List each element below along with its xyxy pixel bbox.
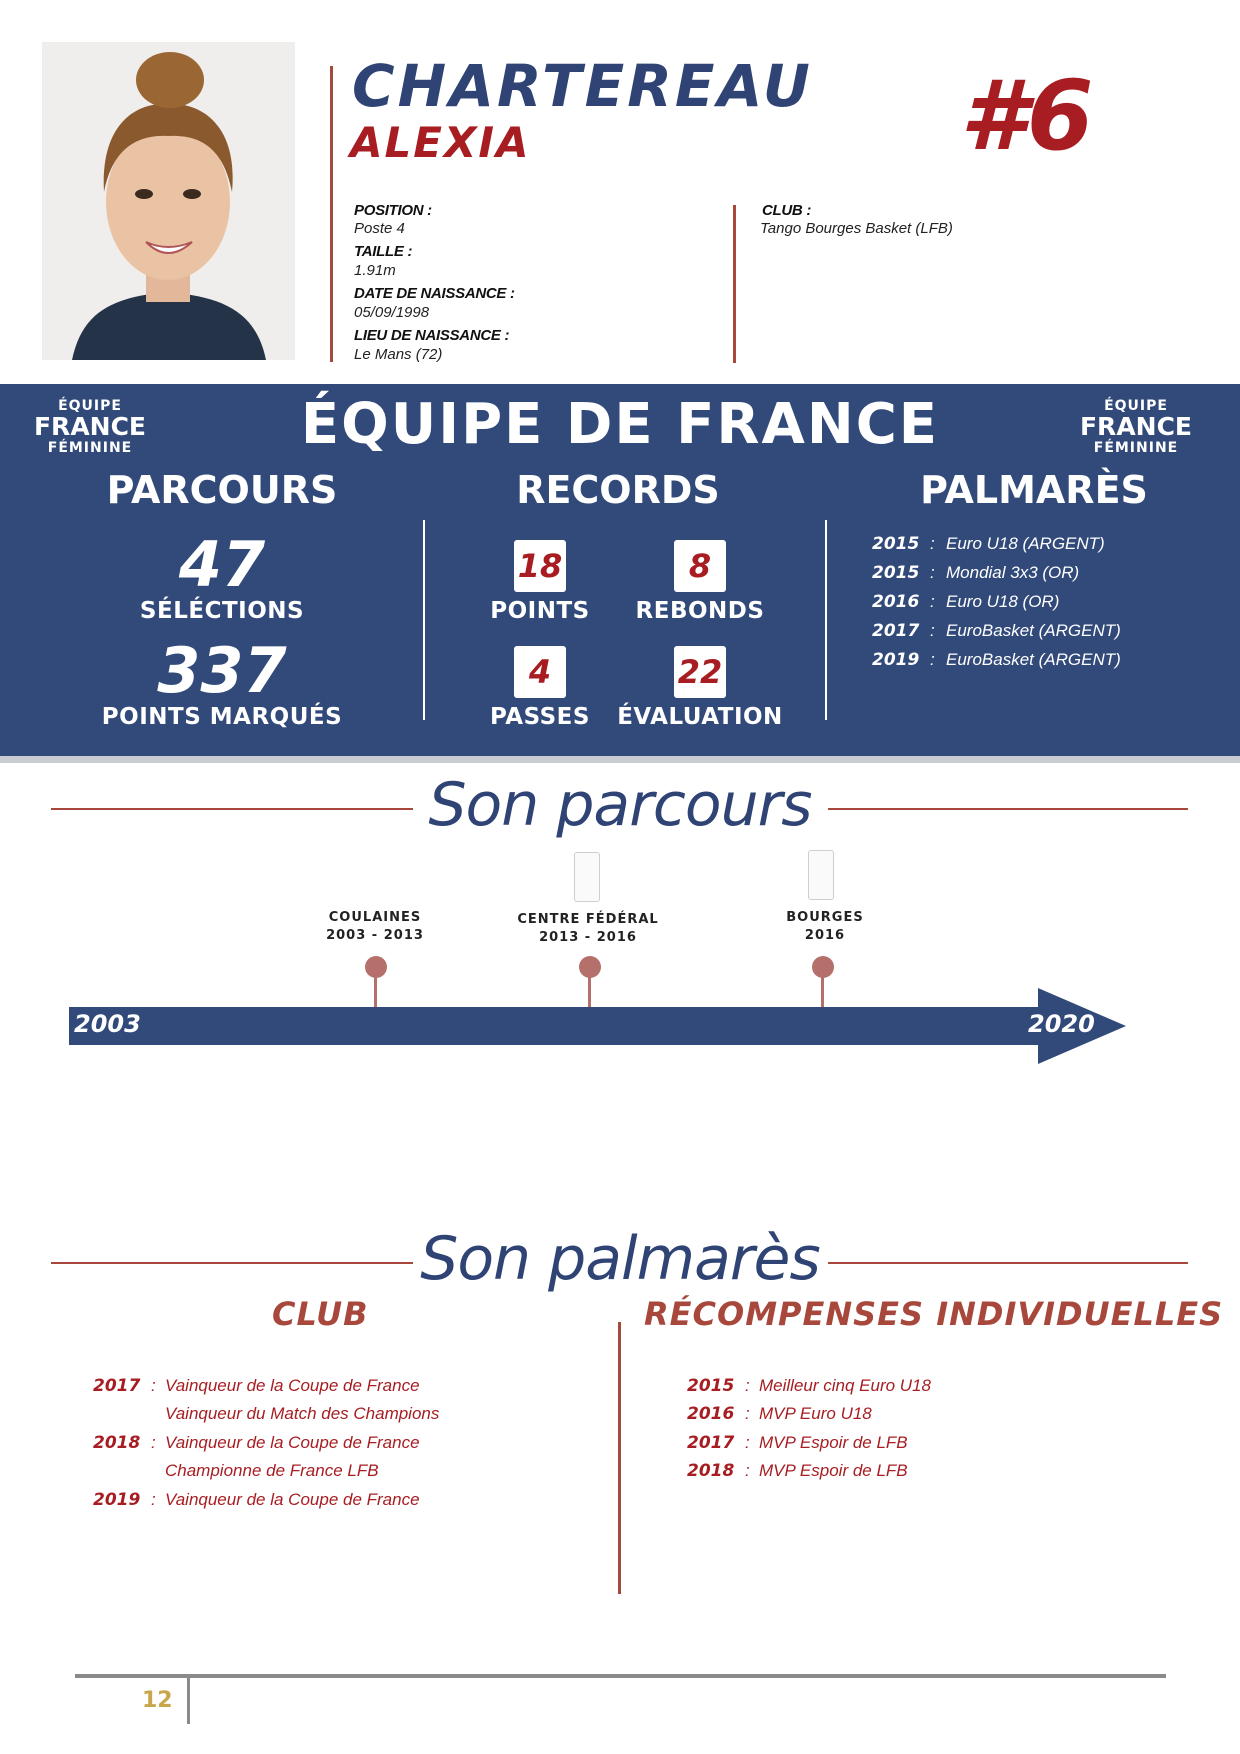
band-title: ÉQUIPE DE FRANCE — [300, 392, 940, 457]
player-last-name: CHARTEREAU — [352, 52, 813, 120]
award-text: MVP Espoir de LFB — [759, 1461, 908, 1480]
timeline-stop-name: CENTRE FÉDÉRAL — [517, 912, 659, 927]
selections-value: 47 — [178, 528, 266, 601]
dob-value: 05/09/1998 — [354, 304, 430, 321]
player-number: #6 — [960, 60, 1094, 172]
dob-label: DATE DE NAISSANCE : — [354, 285, 515, 302]
position-value: Poste 4 — [354, 220, 405, 237]
band-palmares-row: 2016 : Euro U18 (OR) — [872, 592, 1060, 612]
logo-line2: FRANCE — [33, 412, 147, 441]
record-points-value: 18 — [514, 540, 566, 592]
points-scored-value: 337 — [157, 634, 287, 707]
individual-award-row: 2015 : Meilleur cinq Euro U18 — [687, 1376, 931, 1396]
award-text: MVP Euro U18 — [759, 1404, 872, 1423]
timeline-stop-years: 2013 - 2016 — [539, 930, 637, 945]
logo-line3: FÉMININE — [47, 440, 133, 456]
birthplace-label: LIEU DE NAISSANCE : — [354, 327, 510, 344]
palmares-year: 2015 — [872, 563, 920, 583]
points-scored-label: POINTS MARQUÉS — [101, 704, 343, 730]
palmares-year: 2017 — [872, 621, 920, 641]
timeline-stop-name: COULAINES — [328, 910, 422, 925]
player-photo — [42, 42, 295, 360]
award-year: 2017 — [93, 1376, 141, 1396]
palmares-year: 2019 — [872, 650, 920, 670]
parcours-heading-rule-right — [828, 808, 1188, 810]
page-number: 12 — [142, 1688, 173, 1713]
band-palmares-row: 2015 : Euro U18 (ARGENT) — [872, 534, 1105, 554]
height-value: 1.91m — [354, 262, 396, 279]
timeline-marker — [365, 956, 387, 978]
band-shadow — [0, 756, 1240, 763]
award-text: Meilleur cinq Euro U18 — [759, 1376, 931, 1395]
palmares-divider — [618, 1322, 621, 1594]
record-evaluation-label: ÉVALUATION — [617, 704, 783, 730]
band-palmares-row: 2017 : EuroBasket (ARGENT) — [872, 621, 1121, 641]
birthplace-value: Le Mans (72) — [354, 346, 443, 363]
palmares-text: EuroBasket (ARGENT) — [946, 621, 1121, 640]
record-assists-value: 4 — [514, 646, 566, 698]
award-year: 2018 — [687, 1461, 735, 1481]
timeline-stop-years: 2016 — [804, 928, 846, 943]
logo-line3: FÉMININE — [1093, 440, 1179, 456]
selections-label: SÉLÉCTIONS — [139, 598, 305, 624]
award-text: Vainqueur de la Coupe de France — [165, 1490, 420, 1509]
award-year: 2017 — [687, 1433, 735, 1453]
club-award-row — [93, 1404, 439, 1424]
award-text: MVP Espoir de LFB — [759, 1433, 908, 1452]
position-label: POSITION : — [354, 202, 432, 219]
timeline-marker — [579, 956, 601, 978]
award-text: Vainqueur du Match des Champions — [165, 1404, 440, 1423]
palmares-heading-rule-right — [828, 1262, 1188, 1264]
award-year: 2016 — [687, 1404, 735, 1424]
height-label: TAILLE : — [354, 243, 413, 260]
lf-logo-icon — [808, 850, 834, 900]
band-palmares-row: 2019 : EuroBasket (ARGENT) — [872, 650, 1121, 670]
individual-awards-subtitle: RÉCOMPENSES INDIVIDUELLES — [644, 1295, 1224, 1333]
award-year: 2018 — [93, 1433, 141, 1453]
footer-divider — [187, 1676, 190, 1724]
club-value: Tango Bourges Basket (LFB) — [760, 220, 953, 237]
band-palmares-row: 2015 : Mondial 3x3 (OR) — [872, 563, 1080, 583]
record-evaluation-value: 22 — [674, 646, 726, 698]
palmares-text: Mondial 3x3 (OR) — [946, 563, 1080, 582]
record-rebounds-label: REBONDS — [635, 598, 765, 624]
parcours-column-title: PARCOURS — [106, 468, 338, 512]
palmares-heading-rule-left — [51, 1262, 413, 1264]
logo-line1: ÉQUIPE — [1104, 398, 1168, 414]
club-label: CLUB : — [762, 202, 812, 219]
palmares-text: Euro U18 (OR) — [946, 592, 1060, 611]
club-award-row — [93, 1461, 379, 1481]
timeline-stop-years: 2003 - 2013 — [326, 928, 424, 943]
club-award-row: 2017 : Vainqueur de la Coupe de France — [93, 1376, 420, 1396]
timeline-marker — [812, 956, 834, 978]
palmares-text: Euro U18 (ARGENT) — [946, 534, 1105, 553]
timeline-start-year: 2003 — [74, 1010, 141, 1038]
logo-line2: FRANCE — [1079, 412, 1193, 441]
individual-award-row: 2017 : MVP Espoir de LFB — [687, 1433, 908, 1453]
club-award-row: 2019 : Vainqueur de la Coupe de France — [93, 1490, 420, 1510]
info-divider — [733, 205, 736, 363]
club-subtitle: CLUB — [272, 1295, 369, 1333]
individual-award-row: 2018 : MVP Espoir de LFB — [687, 1461, 908, 1481]
individual-award-row: 2016 : MVP Euro U18 — [687, 1404, 872, 1424]
award-year: 2015 — [687, 1376, 735, 1396]
parcours-section-title: Son parcours — [428, 770, 812, 840]
palmares-text: EuroBasket (ARGENT) — [946, 650, 1121, 669]
player-portrait-image — [42, 42, 295, 360]
palmares-column-title: PALMARÈS — [920, 468, 1148, 512]
lf2-logo-icon — [574, 852, 600, 902]
timeline-stop-name: BOURGES — [786, 910, 864, 925]
logo-line1: ÉQUIPE — [58, 398, 122, 414]
record-assists-label: PASSES — [490, 704, 590, 730]
record-points-label: POINTS — [490, 598, 590, 624]
award-text: Vainqueur de la Coupe de France — [165, 1433, 420, 1452]
award-year: 2019 — [93, 1490, 141, 1510]
player-first-name: ALEXIA — [350, 118, 531, 167]
club-award-row: 2018 : Vainqueur de la Coupe de France — [93, 1433, 420, 1453]
footer-rule — [75, 1674, 1166, 1678]
palmares-year: 2015 — [872, 534, 920, 554]
band-separator-left — [423, 520, 425, 720]
timeline-bar — [69, 1007, 1039, 1045]
palmares-year: 2016 — [872, 592, 920, 612]
timeline-end-year: 2020 — [1028, 1010, 1095, 1038]
header-divider — [330, 66, 333, 362]
award-text: Championne de France LFB — [165, 1461, 379, 1480]
records-column-title: RECORDS — [516, 468, 720, 512]
band-separator-right — [825, 520, 827, 720]
record-rebounds-value: 8 — [674, 540, 726, 592]
palmares-section-title: Son palmarès — [420, 1224, 820, 1294]
award-text: Vainqueur de la Coupe de France — [165, 1376, 420, 1395]
parcours-heading-rule-left — [51, 808, 413, 810]
